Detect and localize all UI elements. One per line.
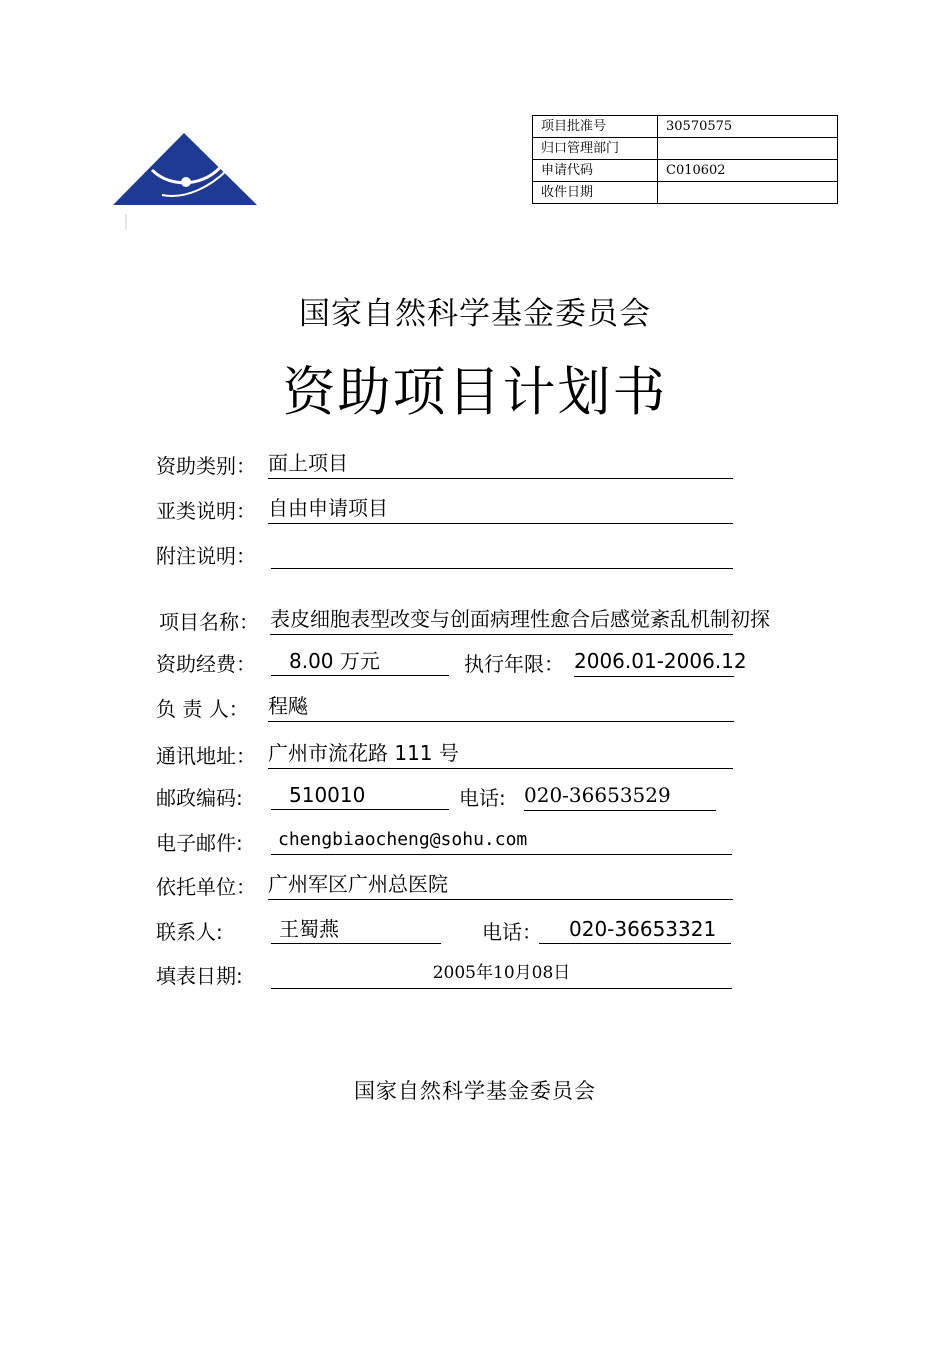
organization-title: 国家自然科学基金委员会	[299, 296, 651, 332]
table-row	[533, 116, 838, 138]
field-value: 020-36653529	[524, 782, 716, 811]
field-value: 王蜀燕	[271, 916, 441, 944]
field-label: 执行年限：	[464, 652, 564, 676]
field-value: 2006.01-2006.12	[574, 648, 734, 677]
field-value: 广州市流花路 111 号	[268, 740, 733, 769]
field-label: 电话：	[482, 920, 542, 944]
meta-value	[658, 182, 838, 204]
field-label: 亚类说明：	[156, 499, 256, 523]
field-value: 广州军区广州总医院	[268, 871, 733, 900]
meta-value	[658, 138, 838, 160]
field-value: 8.00 万元	[271, 648, 449, 676]
table-row	[533, 182, 838, 204]
field-label: 通讯地址：	[156, 744, 256, 768]
meta-label: 申请代码	[533, 160, 658, 182]
field-label: 填表日期:	[156, 964, 243, 988]
meta-label: 归口管理部门	[533, 138, 658, 160]
nsfc-logo-icon	[112, 130, 258, 230]
project-meta-table	[532, 115, 838, 204]
field-value: 2005年10月08日	[271, 960, 732, 989]
table-row	[533, 160, 838, 182]
field-label: 依托单位：	[156, 875, 256, 899]
field-label: 电子邮件:	[156, 831, 243, 855]
field-value	[271, 540, 733, 569]
meta-value: 30570575	[658, 116, 838, 138]
meta-value: C010602	[658, 160, 838, 182]
document-title: 资助项目计划书	[282, 362, 668, 423]
table-row	[533, 138, 838, 160]
field-label: 项目名称：	[159, 610, 259, 634]
field-label: 附注说明：	[156, 544, 256, 568]
field-label: 资助经费：	[156, 652, 256, 676]
field-label: 邮政编码:	[156, 786, 243, 810]
meta-label: 项目批准号	[533, 116, 658, 138]
field-value: chengbiaocheng@sohu.com	[271, 827, 732, 855]
field-label: 资助类别：	[156, 454, 256, 478]
field-label: 电话:	[459, 786, 506, 810]
field-value: 020-36653321	[539, 916, 731, 944]
field-value: 程飚	[268, 693, 734, 722]
field-value: 510010	[271, 782, 449, 810]
meta-label: 收件日期	[533, 182, 658, 204]
field-label: 联系人:	[156, 920, 223, 944]
field-value: 面上项目	[268, 450, 733, 479]
footer-organization: 国家自然科学基金委员会	[354, 1079, 596, 1103]
field-value: 自由申请项目	[268, 495, 733, 524]
field-value: 表皮细胞表型改变与创面病理性愈合后感觉紊乱机制初探	[270, 606, 733, 635]
field-label: 负 责 人：	[156, 697, 249, 721]
